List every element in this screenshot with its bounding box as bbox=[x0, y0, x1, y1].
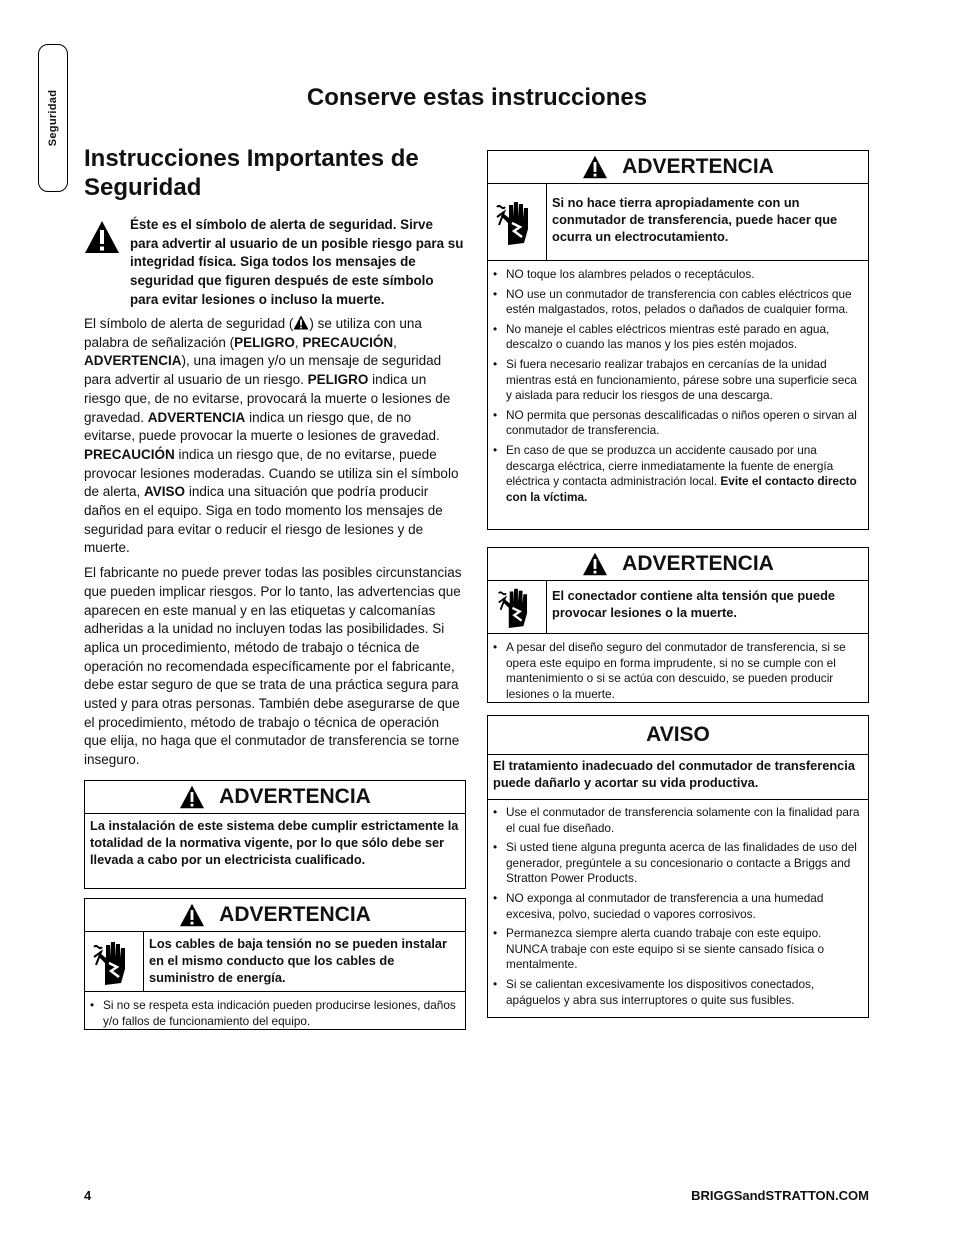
manufacturer-paragraph: El fabricante no puede prever todas las posibles circunstancias que pueden implicar riesgos. Por lo tanto, las advertencias que aparecen en este manual y en las etiquetas y calcomanías adheridas a la unidad no incluyen todas las posibilidades. Si aplica un procedimiento, método de trabajo o técnica de operación no recomendada específicamente por el fabricante, debe estar seguro de que se trata de una práctica segura para usted y para otras personas. También debe asegurarse de que el procedimiento, método de trabajo o técnica de operación que elija, no haga que el conmutador de transferencia se torne inseguro. bbox=[84, 565, 462, 768]
safety-alert-icon bbox=[179, 785, 205, 809]
warning-bullet-list bbox=[85, 992, 465, 1039]
safety-alert-intro bbox=[84, 216, 464, 311]
section-title: Instrucciones Importantes de Seguridad bbox=[84, 145, 419, 201]
list-item: • Si se calientan excesivamente los dispositivos conectados, apáguelos y abra sus interruptores o quite sus fusibles. bbox=[506, 977, 862, 1008]
warning-heading: ADVERTENCIA bbox=[622, 155, 774, 178]
list-item: • Si no se respeta esta indicación pueden producirse lesiones, daños y/o fallos de funcionamiento del equipo. bbox=[103, 998, 459, 1029]
icon-cell bbox=[488, 581, 547, 633]
notice-bullet-list bbox=[488, 800, 868, 1018]
list-item: • NO exponga al conmutador de transferencia a una humedad excesiva, polvo, suciedad o vapores corrosivos. bbox=[506, 891, 862, 922]
warning-icon-row bbox=[488, 184, 868, 261]
list-item: • NO use un conmutador de transferencia con cables eléctricos que estén malgastados, rotos, pelados o dañados de cualquier forma. bbox=[506, 287, 862, 318]
notice-text: El tratamiento inadecuado del conmutador de transferencia puede dañarlo y acortar su vida productiva. bbox=[488, 755, 868, 800]
warning-heading: ADVERTENCIA bbox=[622, 552, 774, 575]
warning-text: Si no hace tierra apropiadamente con un conmutador de transferencia, puede hacer que ocurra un electrocutamiento. bbox=[552, 195, 838, 244]
warning-text: El conectador contiene alta tensión que puede provocar lesiones o la muerte. bbox=[552, 588, 836, 620]
electric-shock-icon bbox=[496, 584, 538, 630]
list-item: • No maneje el cables eléctricos mientras esté parado en agua, descalzo o cuando las manos y los pies estén mojados. bbox=[506, 322, 862, 353]
page-number: 4 bbox=[84, 1188, 92, 1203]
list-item: • Permanezca siempre alerta cuando trabaje con este equipo. NUNCA trabaje con este equipo si se siente cansado física o mentalmente. bbox=[506, 926, 862, 973]
warning-box-low-voltage bbox=[84, 898, 466, 1030]
notice-header bbox=[488, 716, 868, 755]
electric-shock-icon bbox=[91, 937, 137, 987]
warning-box-grounding bbox=[487, 150, 869, 530]
safety-alert-description: Éste es el símbolo de alerta de seguridad. Sirve para advertir al usuario de un posible riesgo para su integridad física. Siga todos los mensajes de seguridad que figuren después de este símbolo para evitar lesiones o incluso la muerte. bbox=[130, 217, 464, 307]
icon-cell bbox=[488, 184, 547, 260]
warning-box-installation bbox=[84, 780, 466, 889]
warning-header bbox=[85, 899, 465, 932]
list-item: • NO toque los alambres pelados o receptáculos. bbox=[506, 267, 862, 283]
safety-alert-icon bbox=[582, 155, 608, 179]
warning-heading: ADVERTENCIA bbox=[219, 785, 371, 808]
warning-box-high-voltage bbox=[487, 547, 869, 703]
electric-shock-icon bbox=[494, 197, 540, 247]
list-item: • Use el conmutador de transferencia solamente con la finalidad para el cual fue diseñado. bbox=[506, 805, 862, 836]
website-link[interactable]: BRIGGSandSTRATTON.COM bbox=[691, 1188, 869, 1203]
safety-alert-icon bbox=[84, 220, 120, 254]
warning-bullet-list bbox=[488, 634, 868, 712]
section-side-tab bbox=[38, 44, 68, 192]
safety-alert-icon bbox=[179, 903, 205, 927]
signal-words-paragraph: El símbolo de alerta de seguridad ( ) se utiliza con una palabra de señalización (PELIGRO, PRECAUCIÓN, ADVERTENCIA), una imagen y/o un mensaje de seguridad para advertir al usuario de un riesgo. PELIGRO indica un riesgo que, de no evitarse, provocará la muerte o lesiones de gravedad. ADVERTENCIA indica un riesgo que, de no evitarse, puede provocar la muerte o lesiones de gravedad. PRECAUCIÓN indica un riesgo que, de no evitarse, puede provocar lesiones moderadas. Cuando se utiliza sin el símbolo de alerta, AVISO indica una situación que podría producir daños en el equipo. Siga en todo momento los mensajes de seguridad para evitar o reducir el riesgo de lesiones y de muerte. bbox=[84, 316, 459, 556]
warning-header bbox=[488, 151, 868, 184]
warning-icon-row bbox=[488, 581, 868, 634]
safety-alert-inline-icon bbox=[293, 315, 309, 330]
page-title: Conserve estas instrucciones bbox=[306, 84, 648, 111]
warning-text: La instalación de este sistema debe cumplir estrictamente la totalidad de la normativa vigente, por lo que sólo debe ser llevada a cabo por un electricista cualificado. bbox=[90, 818, 459, 867]
warning-text: Los cables de baja tensión no se pueden instalar en el mismo conducto que los cables de suministro de energía. bbox=[149, 936, 447, 985]
notice-box bbox=[487, 715, 869, 1018]
list-item: • A pesar del diseño seguro del conmutador de transferencia, si se opera este equipo en forma imprudente, si no se cumple con el mantenimiento o si se actúa con descuido, se pueden producir lesiones o la muerte. bbox=[506, 640, 862, 702]
warning-header bbox=[488, 548, 868, 581]
list-item: • Si fuera necesario realizar trabajos en cercanías de la unidad mientras está en funcionamiento, párese sobre una superficie seca y aislada para reducir los riesgos de una descarga. bbox=[506, 357, 862, 404]
warning-icon-row bbox=[85, 932, 465, 992]
list-item: • Si usted tiene alguna pregunta acerca de las finalidades de uso del generador, pregúntele a su concesionario o contacte a Briggs and Stratton Power Products. bbox=[506, 840, 862, 887]
safety-alert-icon bbox=[582, 552, 608, 576]
warning-header bbox=[85, 781, 465, 814]
icon-cell bbox=[85, 932, 144, 991]
body-text bbox=[84, 315, 464, 776]
side-tab-label: Seguridad bbox=[47, 89, 59, 147]
warning-bullet-list bbox=[488, 261, 868, 515]
list-item: • En caso de que se produzca un accidente causado por una descarga eléctrica, cierre inmediatamente la fuente de energía eléctrica y contacta administración local. Evite el contacto directo con la víctima. bbox=[506, 443, 862, 505]
warning-heading: ADVERTENCIA bbox=[219, 903, 371, 926]
notice-heading: AVISO bbox=[646, 723, 710, 746]
list-item: • NO permita que personas descalificadas o niños operen o sirvan al conmutador de transferencia. bbox=[506, 408, 862, 439]
